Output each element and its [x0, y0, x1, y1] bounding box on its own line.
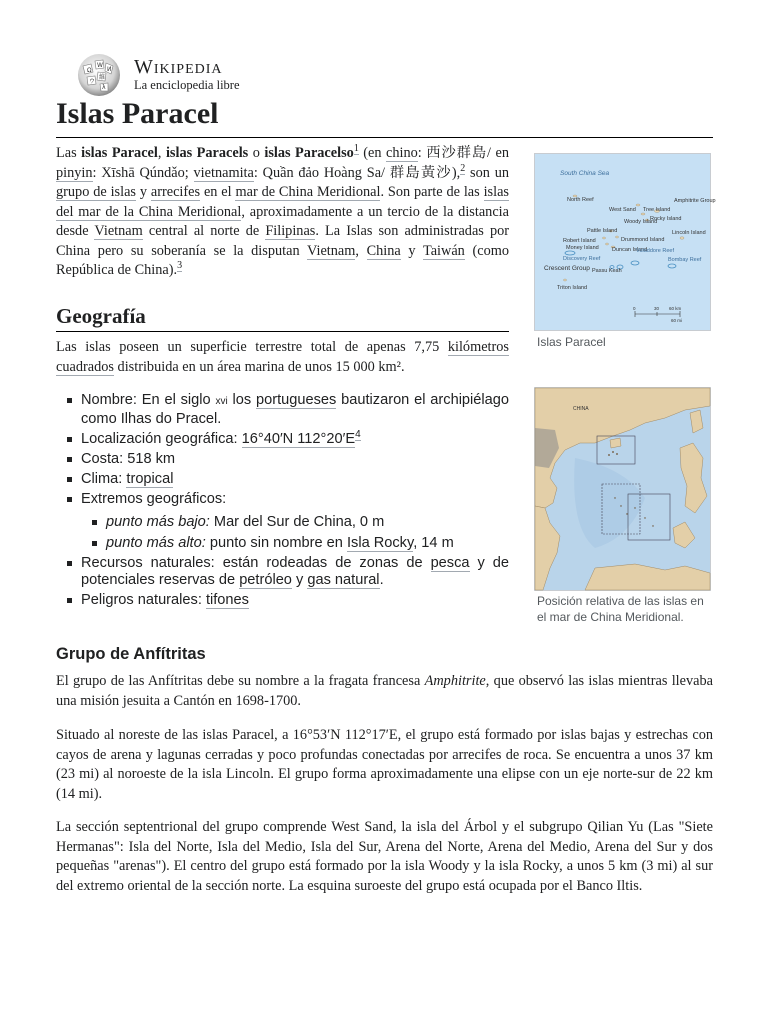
- text: los: [227, 392, 256, 408]
- link-gas-natural[interactable]: gas natural: [307, 571, 380, 588]
- link-kilometros-cuadrados[interactable]: kilómetros cuadrados: [56, 339, 509, 375]
- text: Clima:: [81, 470, 127, 487]
- link-grupo-de-islas[interactable]: grupo de islas: [56, 184, 136, 200]
- text: : Quần đảo Hoàng Sa/ 群島黃沙),: [253, 164, 461, 181]
- text: Las islas poseen un superficie terrestre total de apenas 7,75: [56, 339, 448, 355]
- reference-link[interactable]: 3: [177, 260, 183, 272]
- text: son un: [465, 164, 509, 181]
- list-item: [56, 592, 509, 609]
- link-arrecifes[interactable]: arrecifes: [150, 184, 201, 200]
- link-islas-del-mar[interactable]: islas del mar de la China Meridional: [56, 184, 509, 220]
- text: Extremos geográficos:: [81, 490, 227, 507]
- map-label: Bombay Reef: [668, 257, 702, 263]
- text: (como República de China).: [56, 242, 509, 278]
- bold-term: islas Paracelso: [264, 145, 354, 161]
- link-mar-de-china-meridional[interactable]: mar de China Meridional: [235, 184, 381, 200]
- anfitritas-paragraph-1: [56, 672, 713, 711]
- text: , que observó las islas mientras llevaba una misión jesuita a Cantón en 1698-1700.: [56, 673, 713, 709]
- text: o: [248, 145, 265, 161]
- link-isla-rocky[interactable]: Isla Rocky: [346, 534, 414, 551]
- text: en el: [200, 184, 236, 200]
- section-heading-geografia: Geografía: [56, 304, 146, 328]
- link-petroleo[interactable]: petróleo: [239, 571, 292, 588]
- text: Las: [56, 145, 82, 161]
- reference-link[interactable]: 4: [355, 428, 361, 440]
- map-label: West Sand: [609, 207, 636, 213]
- wikipedia-globe-icon[interactable]: [73, 52, 125, 98]
- text: y: [136, 184, 151, 200]
- list-item: [56, 471, 509, 488]
- logo-glyph: λ: [102, 84, 106, 91]
- scale-label: 60 mi: [671, 318, 683, 323]
- map-label: North Reef: [567, 197, 594, 203]
- text: , aproximadamente a un tercio de la distancia desde: [56, 203, 509, 239]
- bold-term: islas Paracel: [81, 145, 158, 161]
- geografia-paragraph: [56, 338, 509, 377]
- list-item: [56, 555, 509, 588]
- text: Peligros naturales:: [81, 591, 206, 608]
- text: (en: [358, 145, 387, 161]
- text: distribuida en un área marina de unos 15 000 km².: [113, 358, 405, 375]
- page-title: Islas Paracel: [56, 97, 219, 130]
- wikipedia-tagline: La enciclopedia libre: [134, 78, 240, 92]
- map-label: Discovery Reef: [563, 256, 601, 262]
- map-label: Duncan Island: [612, 247, 648, 253]
- map-label: Money Island: [566, 245, 599, 251]
- link-tifones[interactable]: tifones: [205, 591, 249, 608]
- text: Recursos naturales: están rodeadas de zonas de: [81, 555, 431, 572]
- map-label: Passu Keah: [592, 268, 622, 274]
- text: .: [379, 571, 384, 588]
- link-chino[interactable]: chino: [386, 145, 418, 161]
- reference-link[interactable]: 2: [460, 162, 466, 174]
- text: . La Islas son administradas por China pero su soberanía se la disputan: [56, 223, 510, 259]
- text: Localización geográfica:: [81, 430, 242, 447]
- title-rule: [56, 137, 713, 138]
- text: El grupo de las Anfítritas debe su nombre a la fragata francesa: [56, 673, 425, 689]
- map-label: Tree Island: [643, 207, 671, 213]
- south-china-sea-map-image[interactable]: [534, 387, 711, 591]
- anfitritas-paragraph-2: Situado al noreste de las islas Paracel, a 16°53′N 112°17′E, el grupo está formado por islas bajas y estrechas con cayos de arena y lagunas cerradas y poco profundas conectadas por arrecifes de roca. Se encuentra a unos 37 km (23 mi) al noroeste de la isla Lincoln. El grupo forma aproximadamente una elipse con un eje norte-sur de 22 km (14 mi).: [56, 727, 713, 802]
- text: ,: [157, 145, 166, 161]
- reference-link[interactable]: 1: [353, 143, 359, 155]
- text: y: [291, 571, 308, 588]
- logo-glyph: ウ: [89, 78, 96, 85]
- text: y de potenciales reservas de: [81, 555, 510, 588]
- map-label: Vuladdore Reef: [636, 248, 675, 254]
- text: y: [400, 242, 423, 259]
- map-label: Triton Island: [557, 285, 588, 291]
- text: punto más alto:: [106, 534, 206, 551]
- map-label: Crescent Group: [544, 265, 590, 272]
- link-pinyin[interactable]: pinyin: [56, 164, 93, 181]
- map-label: Drummond Island: [621, 237, 665, 243]
- scale-label: 0: [633, 306, 636, 311]
- link-portugueses[interactable]: portugueses: [256, 392, 337, 408]
- intro-paragraph: [56, 144, 509, 281]
- wikipedia-wordmark[interactable]: Wikipedia: [134, 56, 223, 78]
- list-item: [56, 392, 509, 427]
- map-label: South China Sea: [560, 170, 610, 177]
- list-item: [56, 428, 509, 448]
- list-item: [56, 491, 509, 552]
- link-tropical[interactable]: tropical: [126, 470, 174, 487]
- map1-caption: Islas Paracel: [537, 335, 606, 349]
- text: . Son parte de las: [380, 184, 484, 200]
- link-vietnam[interactable]: Vietnam: [307, 242, 356, 259]
- logo-glyph: Ω: [87, 67, 92, 74]
- map-label: Rocky Island: [650, 216, 682, 222]
- text: Mar del Sur de China, 0 m: [209, 514, 385, 531]
- map2-caption: Posición relativa de las islas en el mar de China Meridional.: [537, 594, 704, 624]
- link-vietnam[interactable]: Vietnam: [94, 223, 143, 239]
- logo-glyph: W: [97, 62, 103, 69]
- text: bautizaron el archipiélago como Ilhas do Pracel.: [81, 392, 509, 427]
- text: ,: [355, 242, 367, 259]
- section-rule: [56, 331, 509, 332]
- paracel-map-image[interactable]: [534, 153, 716, 331]
- scale-label: 60 km: [669, 306, 682, 311]
- map-label: Woody Island: [624, 219, 658, 225]
- text: xvi: [215, 396, 228, 407]
- map-label: Robert Island: [563, 238, 596, 244]
- sub-list-item: [81, 514, 509, 531]
- sub-list-item: [81, 535, 509, 552]
- text: punto sin nombre en: [205, 534, 347, 551]
- logo-glyph: И: [107, 66, 112, 73]
- link-taiwan[interactable]: Taiwán: [422, 242, 465, 259]
- map-label: Pattle Island: [587, 228, 618, 234]
- link-china[interactable]: China: [366, 242, 401, 259]
- text: punto más bajo:: [106, 514, 210, 531]
- map-label: Amphitrite Group: [674, 198, 716, 204]
- anfitritas-paragraph-3: La sección septentrional del grupo comprende West Sand, la isla del Árbol y el subgrupo Qilian Yu (Las "Siete Hermanas": Isla del Norte, Isla del Medio, Isla del Sur, Arena del Norte, Arena del Medio, Arena del Sur y dos pequeñas "arenas"). El centro del grupo está formado por la isla Woody y la isla Rocky, a unos 5 km (3 mi) al sur del extremo oriental de la sección norte. La esquina suroeste del grupo está ocupada por el Banco Iltis.: [56, 819, 713, 894]
- geografia-list: [56, 392, 509, 612]
- text: Nombre: En el siglo: [81, 392, 216, 408]
- scale-label: 30: [654, 306, 660, 311]
- map-label: Lincoln Island: [672, 230, 706, 236]
- bold-term: islas Paracels: [165, 145, 249, 161]
- link-filipinas[interactable]: Filipinas: [265, 223, 316, 239]
- text: : 西沙群島/ en: [417, 145, 510, 161]
- link-pesca[interactable]: pesca: [430, 555, 470, 572]
- section-heading-anfitritas: Grupo de Anfítritas: [56, 645, 206, 663]
- link-coordinates[interactable]: 16°40′N 112°20′E: [241, 430, 356, 447]
- text: Amphitrite: [424, 673, 486, 689]
- text: central al norte de: [142, 223, 266, 239]
- logo-glyph: 維: [99, 74, 106, 81]
- link-vietnamita[interactable]: vietnamita: [193, 164, 254, 181]
- map-label: CHINA: [573, 406, 589, 412]
- list-item: Costa: 518 km: [56, 451, 509, 468]
- text: , 14 m: [413, 534, 454, 551]
- text: : Xīshā Qúndǎo;: [92, 164, 194, 181]
